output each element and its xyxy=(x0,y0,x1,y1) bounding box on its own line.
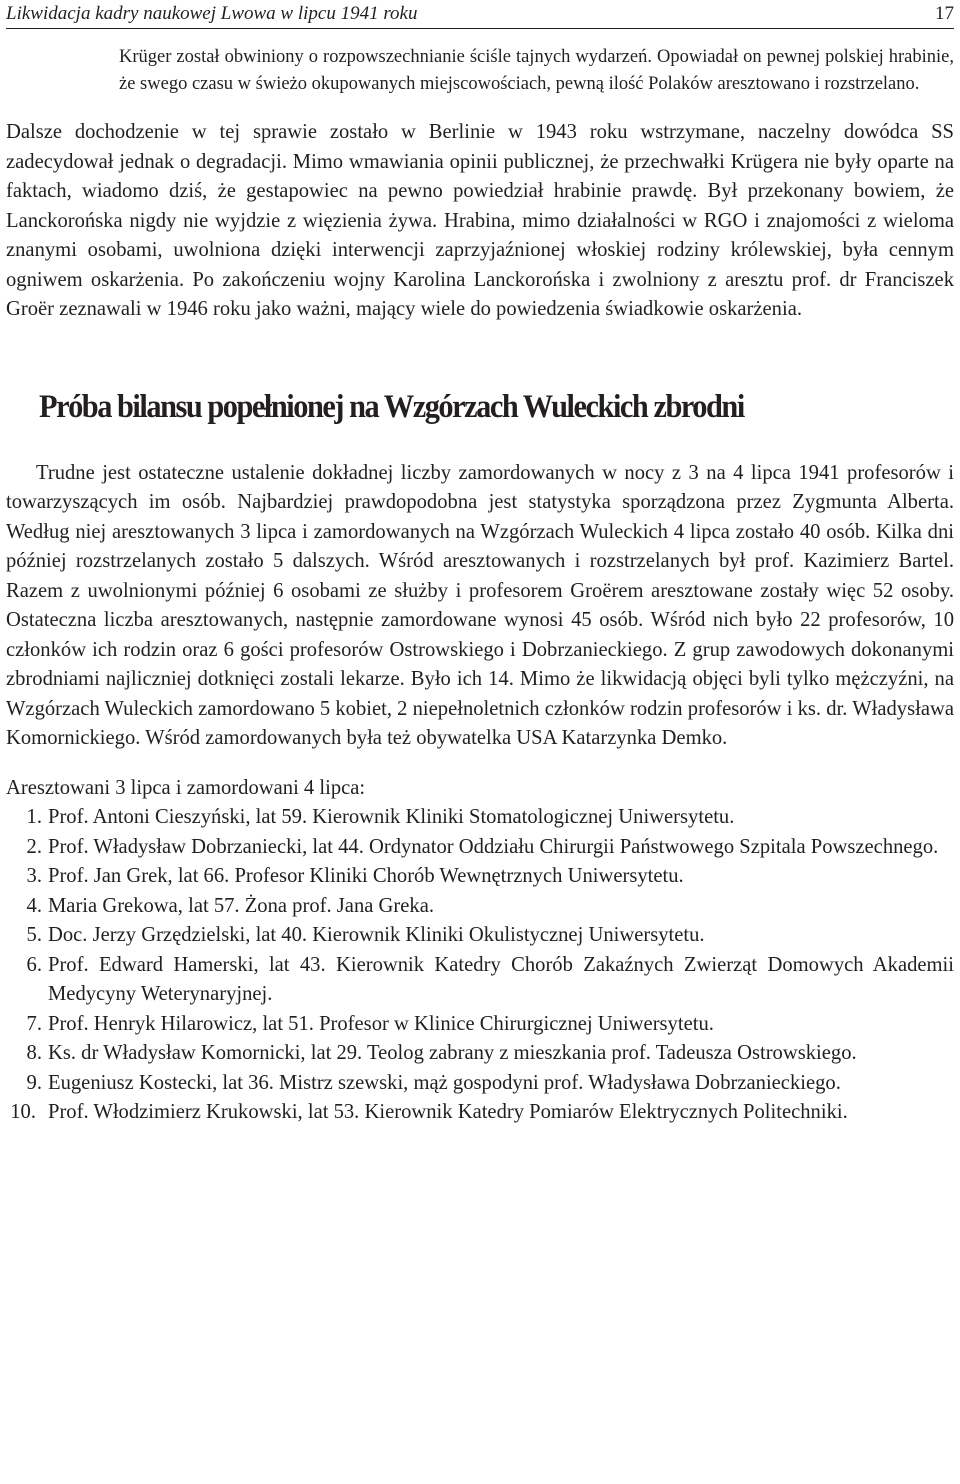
running-header xyxy=(6,0,954,29)
list-item-text: Prof. Jan Grek, lat 66. Profesor Kliniki Chorób Wewnętrznych Uniwersytetu. xyxy=(48,865,684,887)
list-item xyxy=(6,862,954,892)
list-item xyxy=(6,803,954,833)
list-item-text: Prof. Włodzimierz Krukowski, lat 53. Kierownik Katedry Pomiarów Elektrycznych Politechniki. xyxy=(48,1101,848,1123)
block-quote: Krüger został obwiniony o rozpowszechnianie ściśle tajnych wydarzeń. Opowiadał on pewnej polskiej hrabinie, że swego czasu w świeżo okupowanych miejscowościach, pewną ilość Polaków aresztowano i rozstrzelano. xyxy=(119,47,954,94)
list-item-text: Maria Grekowa, lat 57. Żona prof. Jana Greka. xyxy=(48,894,434,917)
list-item-number: 3. xyxy=(26,865,42,887)
list-item-text: Prof. Henryk Hilarowicz, lat 51. Profesor w Klinice Chirurgicznej Uniwersytetu. xyxy=(48,1012,714,1035)
list-item-text: Doc. Jerzy Grzędzielski, lat 40. Kierownik Kliniki Okulistycznej Uniwersytetu. xyxy=(48,924,705,946)
list-item-number: 4. xyxy=(26,894,42,917)
list-item-text: Ks. dr Władysław Komornicki, lat 29. Teolog zabrany z mieszkania prof. Tadeusza Ostrowskiego. xyxy=(48,1042,857,1064)
paragraph-investigation: Dalsze dochodzenie w tej sprawie zostało w Berlinie w 1943 roku wstrzymane, naczelny dowódca SS zadecydował jednak o degradacji. Mimo wmawiania opinii publicznej, że przechwałki Krügera nie były oparte na faktach, wiadomo dziś, że gestapowiec na pewno powiedział hrabinie prawdę. Był przekonany bowiem, że Lanckorońska nigdy nie wyjdzie z więzienia żywa. Hrabina, mimo działalności w RGO i znajomości z wieloma znanymi osobami, uwolniona dzięki interwencji zaprzyjaźnionej włoskiej rodziny królewskiej, była cennym ogniwem oskarżenia. Po zakończeniu wojny Karolina Lanckorońska i zwolniony z aresztu prof. dr Franciszek Groër zeznawali w 1946 roku jako ważni, mający wiele do powiedzenia świadkowie oskarżenia. xyxy=(6,121,954,320)
list-item-number: 6. xyxy=(26,953,42,976)
list-item xyxy=(6,1010,954,1040)
victims-list xyxy=(6,803,954,1128)
list-item xyxy=(6,892,954,922)
running-title: Likwidacja kadry naukowej Lwowa w lipcu 1941 roku xyxy=(6,3,418,24)
list-item xyxy=(6,921,954,951)
list-item-text: Prof. Władysław Dobrzaniecki, lat 44. Ordynator Oddziału Chirurgii Państwowego Szpitala Powszechnego. xyxy=(48,835,939,858)
list-item-number: 2. xyxy=(26,835,42,858)
list-item-number: 7. xyxy=(26,1012,42,1035)
list-item xyxy=(6,833,954,863)
list-item-text: Prof. Edward Hamerski, lat 43. Kierownik Katedry Chorób Zakaźnych Zwierząt Domowych Akademii Medycyny Weterynaryjnej. xyxy=(48,953,954,1005)
list-intro: Aresztowani 3 lipca i zamordowani 4 lipca: xyxy=(6,776,366,799)
list-item-number: 1. xyxy=(26,806,42,828)
list-item-number: 9. xyxy=(26,1071,42,1094)
list-item-text: Prof. Antoni Cieszyński, lat 59. Kierownik Kliniki Stomatologicznej Uniwersytetu. xyxy=(48,806,735,828)
list-item-number: 10. xyxy=(10,1101,36,1123)
list-item-text: Eugeniusz Kostecki, lat 36. Mistrz szewski, mąż gospodyni prof. Władysława Dobrzanieckiego. xyxy=(48,1071,841,1094)
section-heading: Próba bilansu popełnionej na Wzgórzach Wuleckich zbrodni xyxy=(39,388,744,425)
list-item xyxy=(6,1069,954,1099)
page-number: 17 xyxy=(935,3,954,24)
list-item-number: 5. xyxy=(26,924,42,946)
list-item xyxy=(6,951,954,1010)
book-page xyxy=(6,0,954,1128)
paragraph-statistics: Trudne jest ostateczne ustalenie dokładnej liczby zamordowanych w nocy z 3 na 4 lipca 1941 profesorów i towarzyszących im osób. Najbardziej prawdopodobna jest statystyka sporządzona przez Zygmunta Alberta. Według niej aresztowanych 3 lipca i zamordowanych na Wzgórzach Wuleckich 4 lipca zostało 40 osób. Kilka dni później rozstrzelanych zostało 5 dalszych. Wśród aresztowanych i rozstrzelanych był prof. Kazimierz Bartel. Razem z uwolnionymi później 6 osobami ze służby i profesorem Groërem aresztowane zostały więc 52 osoby. Ostateczna liczba aresztowanych, następnie zamordowane wynosi 45 osób. Wśród nich było 22 profesorów, 10 członków ich rodzin oraz 6 gości profesorów Ostrowskiego i Dobrzanieckiego. Z grup zawodowych dokonanymi zbrodniami najliczniej dotknięci zostali lekarze. Było ich 14. Mimo że likwidacją objęci byli tylko mężczyźni, na Wzgórzach Wuleckich zamordowano 5 kobiet, 2 niepełnoletnich członków rodzin profesorów i ks. dr. Władysława Komornickiego. Wśród zamordowanych była też obywatelka USA Katarzynka Demko. xyxy=(6,461,954,749)
list-item-number: 8. xyxy=(26,1042,42,1064)
list-item xyxy=(6,1098,954,1128)
list-item xyxy=(6,1039,954,1069)
